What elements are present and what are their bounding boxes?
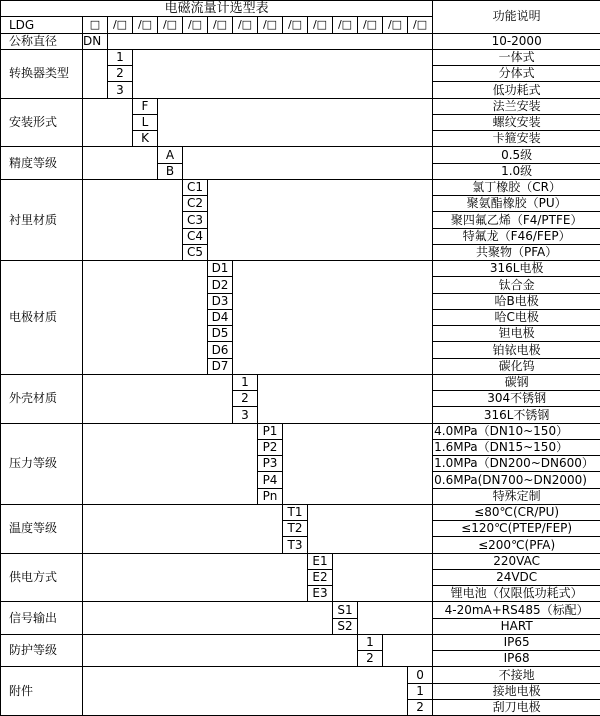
group-label-temperature-rating: 温度等级 xyxy=(1,504,83,553)
spacer-cell xyxy=(83,602,333,635)
option-code: C3 xyxy=(183,212,208,228)
option-code: 3 xyxy=(108,82,133,98)
option-desc: 316L电极 xyxy=(433,261,600,277)
option-desc: 螺纹安装 xyxy=(433,114,600,130)
option-desc: ≤120℃(PTEP/FEP) xyxy=(433,521,600,537)
option-desc: 分体式 xyxy=(433,66,600,82)
option-code: C4 xyxy=(183,228,208,244)
group-label-accuracy: 精度等级 xyxy=(1,147,83,180)
option-code: C5 xyxy=(183,244,208,260)
model-code-prefix: LDG xyxy=(1,17,83,33)
model-code-box: /□ xyxy=(383,17,408,33)
option-code: D6 xyxy=(208,342,233,358)
spacer-cell xyxy=(83,49,108,98)
option-code: P1 xyxy=(258,423,283,439)
option-desc: 220VAC xyxy=(433,553,600,569)
option-code: D2 xyxy=(208,277,233,293)
spacer-cell xyxy=(83,261,208,375)
option-code: A xyxy=(158,147,183,163)
spacer-cell xyxy=(83,634,358,667)
option-desc: 特氟龙（F46/FEP） xyxy=(433,228,600,244)
option-code: Pn xyxy=(258,488,283,504)
option-code: B xyxy=(158,163,183,179)
model-code-box: /□ xyxy=(233,17,258,33)
spacer-cell xyxy=(358,602,433,635)
spacer-cell xyxy=(233,261,433,375)
option-desc: 0.6MPa(DN700~DN2000) xyxy=(433,472,600,488)
model-code-box: /□ xyxy=(183,17,208,33)
option-desc: ≤80℃(CR/PU) xyxy=(433,504,600,520)
option-code: E1 xyxy=(308,553,333,569)
spacer-cell xyxy=(83,553,308,602)
option-desc: IP68 xyxy=(433,651,600,667)
option-desc: 锂电池（仅限低功耗式） xyxy=(433,586,600,602)
option-desc: 不接地 xyxy=(433,667,600,683)
option-desc: 共聚物（PFA） xyxy=(433,244,600,260)
option-code: P3 xyxy=(258,456,283,472)
option-code: T1 xyxy=(283,504,308,520)
option-code: 1 xyxy=(408,683,433,699)
spacer-cell xyxy=(83,147,158,180)
function-column-header: 功能说明 xyxy=(433,1,600,34)
option-desc: 4.0MPa（DN10~150） xyxy=(433,423,600,439)
option-code: E3 xyxy=(308,586,333,602)
option-code: 2 xyxy=(408,699,433,715)
option-desc: 钛合金 xyxy=(433,277,600,293)
group-label-protection-rating: 防护等级 xyxy=(1,634,83,667)
option-desc: 24VDC xyxy=(433,569,600,585)
option-code: D7 xyxy=(208,358,233,374)
option-code: K xyxy=(133,131,158,147)
model-code-box: /□ xyxy=(408,17,433,33)
spacer-cell xyxy=(183,147,433,180)
option-desc: 一体式 xyxy=(433,49,600,65)
option-desc: 哈B电极 xyxy=(433,293,600,309)
spacer-cell xyxy=(258,374,433,423)
model-code-box: /□ xyxy=(108,17,133,33)
option-code: P4 xyxy=(258,472,283,488)
option-code: 0 xyxy=(408,667,433,683)
option-desc: ≤200℃(PFA) xyxy=(433,537,600,553)
spacer-cell xyxy=(208,179,433,260)
spacer-cell xyxy=(333,553,433,602)
option-desc: 刮刀电极 xyxy=(433,699,600,715)
option-desc: 0.5级 xyxy=(433,147,600,163)
spacer-cell xyxy=(83,98,133,147)
option-desc: 4-20mA+RS485（标配） xyxy=(433,602,600,618)
group-label-accessories: 附件 xyxy=(1,667,83,716)
spacer-cell xyxy=(108,33,433,49)
option-code: F xyxy=(133,98,158,114)
option-desc: 1.0MPa（DN200~DN600） xyxy=(433,456,600,472)
option-code: C2 xyxy=(183,196,208,212)
option-desc: 碳化钨 xyxy=(433,358,600,374)
option-code: 2 xyxy=(358,651,383,667)
spacer-cell xyxy=(83,423,258,504)
spacer-cell xyxy=(83,667,408,716)
model-code-box: /□ xyxy=(258,17,283,33)
model-code-box: /□ xyxy=(158,17,183,33)
option-desc: 哈C电极 xyxy=(433,309,600,325)
option-desc: 1.0级 xyxy=(433,163,600,179)
model-code-box: /□ xyxy=(333,17,358,33)
option-code: 1 xyxy=(233,374,258,390)
spacer-cell xyxy=(283,423,433,504)
option-desc: 法兰安装 xyxy=(433,98,600,114)
option-code: P2 xyxy=(258,439,283,455)
option-code: L xyxy=(133,114,158,130)
group-label-signal-output: 信号输出 xyxy=(1,602,83,635)
group-label-housing-material: 外壳材质 xyxy=(1,374,83,423)
option-desc: 聚四氟乙烯（F4/PTFE） xyxy=(433,212,600,228)
option-desc: 1.6MPa（DN15~150） xyxy=(433,439,600,455)
option-desc: 特殊定制 xyxy=(433,488,600,504)
spacer-cell xyxy=(83,179,183,260)
option-code: D1 xyxy=(208,261,233,277)
model-code-box: /□ xyxy=(308,17,333,33)
model-code-box: /□ xyxy=(358,17,383,33)
option-code: T2 xyxy=(283,521,308,537)
option-code: D3 xyxy=(208,293,233,309)
group-label-installation: 安装形式 xyxy=(1,98,83,147)
option-code: S2 xyxy=(333,618,358,634)
option-desc: 碳钢 xyxy=(433,374,600,390)
option-code: DN xyxy=(83,33,108,49)
group-label-pressure-rating: 压力等级 xyxy=(1,423,83,504)
option-code: D4 xyxy=(208,309,233,325)
option-code: 3 xyxy=(233,407,258,423)
group-label-liner-material: 衬里材质 xyxy=(1,179,83,260)
option-desc: 钽电极 xyxy=(433,326,600,342)
option-code: 2 xyxy=(108,66,133,82)
option-desc: 低功耗式 xyxy=(433,82,600,98)
group-label-electrode-material: 电极材质 xyxy=(1,261,83,375)
group-label-power-supply: 供电方式 xyxy=(1,553,83,602)
option-code: 1 xyxy=(108,49,133,65)
option-desc: 铂铱电极 xyxy=(433,342,600,358)
spacer-cell xyxy=(133,49,433,98)
option-code: 1 xyxy=(358,634,383,650)
option-code: C1 xyxy=(183,179,208,195)
option-desc: IP65 xyxy=(433,634,600,650)
option-desc: 304不锈钢 xyxy=(433,391,600,407)
option-code: T3 xyxy=(283,537,308,553)
option-desc: 聚氨酯橡胶（PU） xyxy=(433,196,600,212)
spacer-cell xyxy=(83,374,233,423)
option-desc: 10-2000 xyxy=(433,33,600,49)
spacer-cell xyxy=(308,504,433,553)
group-label-converter-type: 转换器类型 xyxy=(1,49,83,98)
option-desc: 316L不锈钢 xyxy=(433,407,600,423)
model-code-box: /□ xyxy=(133,17,158,33)
option-desc: HART xyxy=(433,618,600,634)
option-code: D5 xyxy=(208,326,233,342)
option-code: 2 xyxy=(233,391,258,407)
option-code: E2 xyxy=(308,569,333,585)
spacer-cell xyxy=(383,634,433,667)
option-code: S1 xyxy=(333,602,358,618)
spacer-cell xyxy=(83,504,283,553)
option-desc: 卡箍安装 xyxy=(433,131,600,147)
model-code-box: /□ xyxy=(283,17,308,33)
model-code-box: □ xyxy=(83,17,108,33)
spacer-cell xyxy=(158,98,433,147)
group-label-nominal-diameter: 公称直径 xyxy=(1,33,83,49)
model-code-box: /□ xyxy=(208,17,233,33)
table-title: 电磁流量计选型表 xyxy=(1,1,433,17)
option-desc: 接地电极 xyxy=(433,683,600,699)
option-desc: 氯丁橡胶（CR） xyxy=(433,179,600,195)
